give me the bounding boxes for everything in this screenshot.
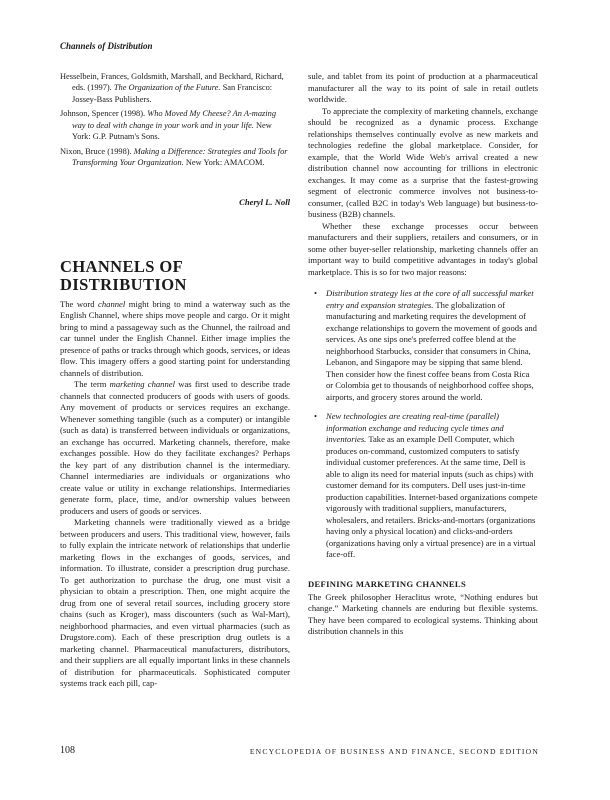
reference-author: Nixon, Bruce (1998). <box>60 146 134 156</box>
running-head: Channels of Distribution <box>60 41 153 51</box>
reference-publisher: New York: G.P. Putnam's Sons. <box>72 120 272 142</box>
reference-entry <box>60 71 290 105</box>
reference-entry <box>60 108 290 142</box>
reference-title: Making a Difference: Strategies and Tools for Transforming Your Organization. <box>72 146 288 168</box>
section-subheading: DEFINING MARKETING CHANNELS <box>308 578 467 589</box>
author-signature: Cheryl L. Noll <box>239 196 290 207</box>
bullet-text: The globalization of manufacturing and marketing requires the development of exchange relationships to govern the movement of goods and services. As one sips one's preferred coffee blend at the neighborhood Starbucks, consider that consumers in China, Lebanon, and Singapore may be sipping that same blend. Then consider how the finest coffee beans from Costa Rica or Colombia get to thousands of neighborhood coffee shops, airports, and grocery stores around the world. <box>326 299 537 402</box>
reference-publisher: San Francisco: Jossey-Bass Publishers. <box>72 83 273 104</box>
reasons-list <box>308 288 538 561</box>
bullet-lead: New technologies are creating real-time (parallel) information exchange and reducing cycle times and inventories. <box>326 411 504 444</box>
page-number: 108 <box>60 745 75 756</box>
reference-author: Johnson, Spencer (1998). <box>60 109 148 119</box>
right-column <box>308 71 538 638</box>
reference-title: The Organization of the Future. <box>113 83 221 93</box>
reference-entry <box>60 146 290 169</box>
body-paragraph: The word channel might bring to mind a waterway such as the English Channel, where ships move people and cargo. Or it might bring to mind a passageway such as the Chunnel, the railroad and car tunnel under the English Channel. Either image implies the presence of paths or tracks through which goods, services, or ideas flow. This imagery offers a good starting point for understanding channels of distribution. <box>60 298 290 378</box>
bullet-lead: Distribution strategy lies at the core of all successful market entry and expansion strategies. <box>326 288 534 310</box>
article-title: CHANNELS OF DISTRIBUTION <box>60 256 187 295</box>
body-paragraph: Whether these exchange processes occur between manufacturers and their suppliers, retailers and consumers, or in some other buyer-seller relationship, marketing channels offer an important way to build competitive advantages in today's global marketplace. This is so for two major reasons: <box>308 220 538 277</box>
body-paragraph: The term marketing channel was first used to describe trade channels that connected producers of goods with users of goods. Any movement of products or services requires an exchange. Whenever something tangible (such as a computer) or intangible (such as data) is transferred between individuals or organizations, an exchange has occurred. Marketing channels, therefore, make exchanges possible. How do they facilitate exchanges? Perhaps the key part of any distribution channel is the intermediary. Channel intermediaries are individuals or organizations who create value or utility in exchange relationships. Intermediaries generate form, place, time, and/or ownership values between producers and users of goods or services. <box>60 379 291 516</box>
body-paragraph: To appreciate the complexity of marketing channels, exchange should be recognized as a dynamic process. Exchange relationships themselves continually evolve as new markets and technologies redefine the global marketplace. Consider, for example, that the World Wide Web's arrival created a new distribution channel now accounting for trillions in electronic exchanges. It may come as a surprise that the fastest-growing segment of electronic commerce involves not business-to-consumer, (called B2C in today's Web language) but business-to-business (B2B) channels. <box>308 105 538 219</box>
footer-title: ENCYCLOPEDIA OF BUSINESS AND FINANCE, SECOND EDITION <box>249 747 539 756</box>
list-item <box>308 288 538 403</box>
body-paragraph: sule, and tablet from its point of production at a pharmaceutical manufacturer all the way to its point of sale in retail outlets worldwide. <box>308 71 538 104</box>
reference-title: Who Moved My Cheese? An A-mazing way to deal with change in your work and in your life. <box>72 109 277 130</box>
left-column <box>60 71 290 690</box>
list-item <box>308 411 538 561</box>
bullet-icon: • <box>314 288 318 298</box>
bibliography <box>60 71 290 169</box>
body-paragraph: The Greek philosopher Heraclitus wrote, “Nothing endures but change.” Marketing channels are enduring but flexible systems. They have been compared to ecological systems. Thinking about distribution channels in this <box>308 591 538 636</box>
bullet-icon: • <box>314 411 318 421</box>
emphasized-term: channel <box>98 298 126 309</box>
body-paragraph: Marketing channels were traditionally viewed as a bridge between producers and users. This traditional view, however, fails to fully explain the intricate network of relationships that underlie marketing flows in the exchanges of goods, services, and information. To illustrate, consider a prescription drug purchase. To get authorization to purchase the drug, one must visit a physician to obtain a prescription. Then, one might acquire the drug from one of several retail sources, including grocery store chains (such as Kroger), mass discounters (such as Wal-Mart), neighborhood pharmacies, and even virtual pharmacies (such as Drugstore.com). Each of these prescription drug outlets is a marketing channel. Pharmaceutical manufacturers, distributors, and their suppliers are all equally important links in these channels of distribution for pharmaceuticals. Sophisticated computer systems track each pill, cap- <box>60 517 290 689</box>
bullet-text: Take as an example Dell Computer, which produces on-command, customized computers to satisfy individual customer preferences. At the same time, Dell is able to align its need for material inputs (such as chips) with customer demand for its computers. Dell uses just-in-time production capabilities. Internet-based organizations compete vigorously with traditional suppliers, manufacturers, wholesalers, and retailers. Bricks-and-mortars (organizations having only a physical location) and clicks-and-orders (organizations having only a virtual presence) are in a virtual face-off. <box>326 434 538 559</box>
emphasized-term: marketing channel <box>109 379 175 390</box>
reference-publisher: New York: AMACOM. <box>183 158 265 168</box>
reference-author: Hesselbein, Frances, Goldsmith, Marshall, and Beckhard, Richard, eds. (1997). <box>60 72 284 93</box>
